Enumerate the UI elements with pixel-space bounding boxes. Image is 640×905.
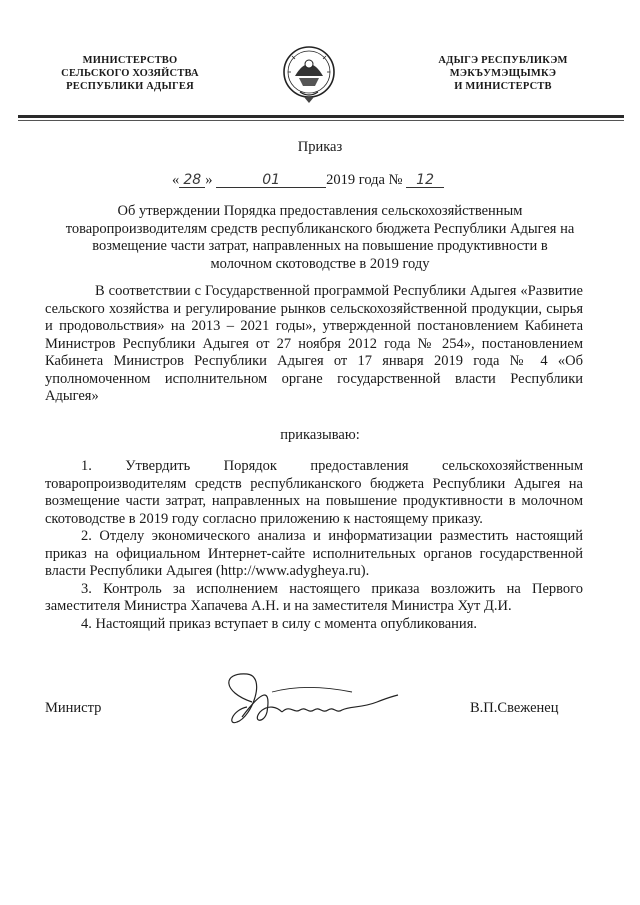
signatory-name: В.П.Свеженец [470,700,559,716]
header-line: РЕСПУБЛИКИ АДЫГЕЯ [66,81,194,92]
header-divider [18,115,624,118]
date-day: 28 [179,173,205,188]
open-quote: « [172,172,180,188]
header-line: И МИНИСТЕРСТВ [454,81,552,92]
order-item: 2. Отделу экономического анализа и информатизации разместить настоящий приказ на официальном Интернет-сайте исполнительных органов государственной власти Республики Адыгея (http://www.adygheya.ru). [45,528,583,579]
header-divider-thin [18,120,624,121]
date-year: 2019 года № [326,172,403,188]
signatory-position: Министр [45,700,102,716]
order-item: 1. Утвердить Порядок предоставления сельскохозяйственным товаропроизводителям средств республиканского бюджета Республики Адыгея на возмещение части затрат, направленных на повышение продуктивности в молочном скотоводстве в 2019 году согласно приложению к настоящему приказу. [45,458,583,527]
ministry-header-russian [40,54,220,93]
handwritten-signature [212,662,402,742]
order-number: 12 [406,173,444,188]
coat-of-arms-icon [282,42,336,106]
ministry-header-adyghe [403,54,603,93]
order-subject: Об утверждении Порядка предоставления сельскохозяйственным товаропроизводителям средств республиканского бюджета Республики Адыгея на возмещение части затрат, направленных на повышение продуктивности в молочном скотоводстве в 2019 году [65,203,575,272]
header-line: МИНИСТЕРСТВО [82,55,178,66]
order-items [45,458,583,633]
order-item: 4. Настоящий приказ вступает в силу с момента опубликования. [81,615,477,632]
header-line: МЭКЪУМЭЩЫМКЭ [449,68,557,79]
date-number-line [172,172,444,189]
header-line: СЕЛЬСКОГО ХОЗЯЙСТВА [61,68,199,79]
document-title: Приказ [297,139,343,155]
date-month: 01 [216,173,326,188]
order-item: 3. Контроль за исполнением настоящего приказа возложить на Первого заместителя Министра Хапачева А.Н. и на заместителя Министра Хут Д.И. [45,580,583,614]
preamble-paragraph: В соответствии с Государственной программой Республики Адыгея «Развитие сельского хозяйства и регулирование рынков сельскохозяйственной продукции, сырья и продовольствия» на 2013 – 2021 годы», утвержденной постановлением Кабинета Министров Республики Адыгея от 27 ноября 2012 года № 254», постановлением Кабинета Министров Республики Адыгея от 17 января 2019 года № 4 «Об уполномоченном исполнительном органе государственной власти Республики Адыгея» [45,283,583,404]
close-quote: » [205,172,213,188]
decree-word: приказываю: [280,427,360,443]
header-line: АДЫГЭ РЕСПУБЛИКЭМ [438,55,568,66]
